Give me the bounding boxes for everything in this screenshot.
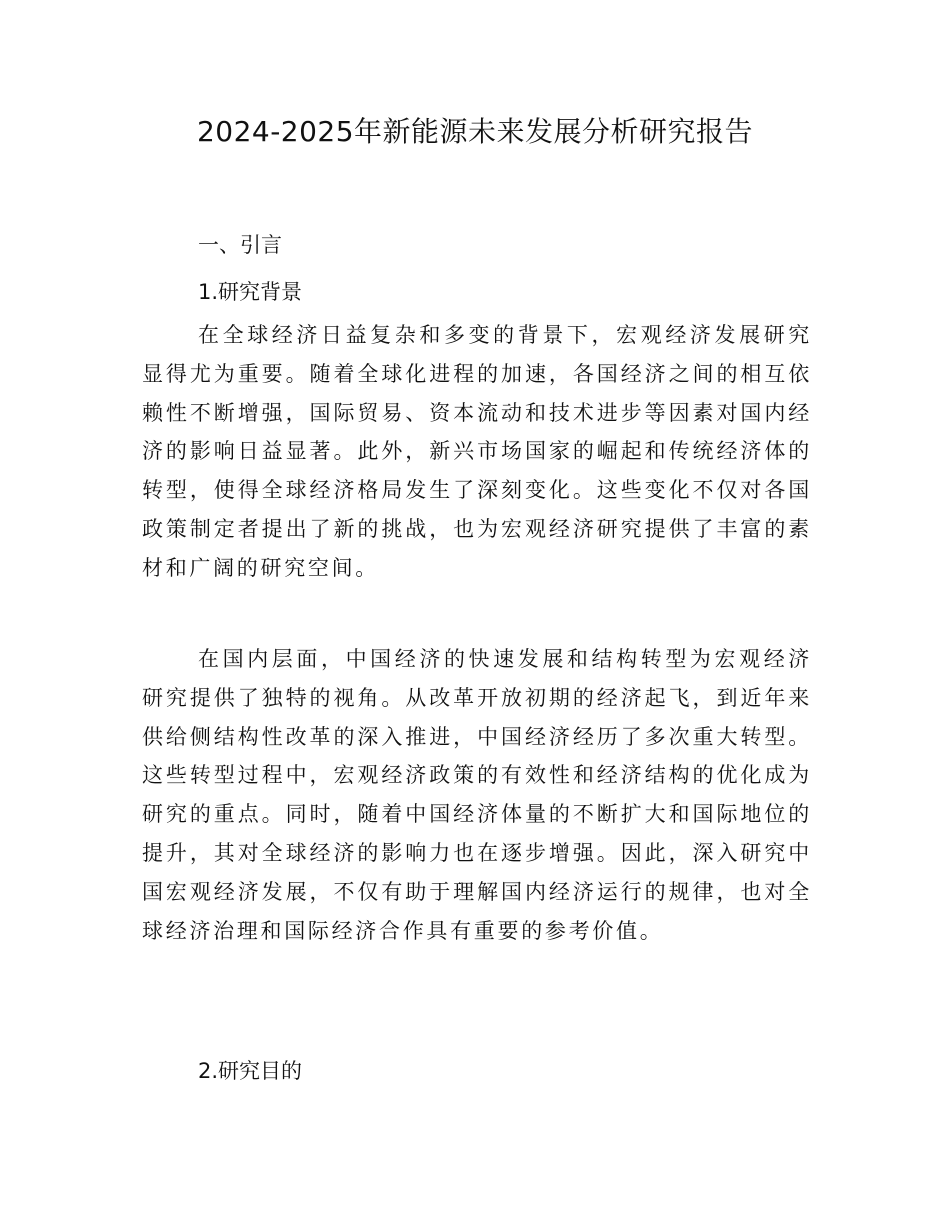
subsection-heading-background: 1.研究背景	[198, 280, 303, 304]
subsection-heading-purpose: 2.研究目的	[198, 1059, 303, 1083]
section-heading-introduction: 一、引言	[198, 233, 282, 257]
paragraph-background-2: 在国内层面，中国经济的快速发展和结构转型为宏观经济研究提供了独特的视角。从改革开放初期的经济起飞，到近年来供给侧结构性改革的深入推进，中国经济经历了多次重大转型。这些转型过程中，宏观经济政策的有效性和经济结构的优化成为研究的重点。同时，随着中国经济体量的不断扩大和国际地位的提升，其对全球经济的影响力也在逐步增强。因此，深入研究中国宏观经济发展，不仅有助于理解国内经济运行的规律，也对全球经济治理和国际经济合作具有重要的参考价值。	[142, 647, 812, 943]
document-title: 2024-2025年新能源未来发展分析研究报告	[196, 115, 754, 148]
paragraph-background-1: 在全球经济日益复杂和多变的背景下，宏观经济发展研究显得尤为重要。随着全球化进程的加速，各国经济之间的相互依赖性不断增强，国际贸易、资本流动和技术进步等因素对国内经济的影响日益显著。此外，新兴市场国家的崛起和传统经济体的转型，使得全球经济格局发生了深刻变化。这些变化不仅对各国政策制定者提出了新的挑战，也为宏观经济研究提供了丰富的素材和广阔的研究空间。	[142, 323, 812, 580]
